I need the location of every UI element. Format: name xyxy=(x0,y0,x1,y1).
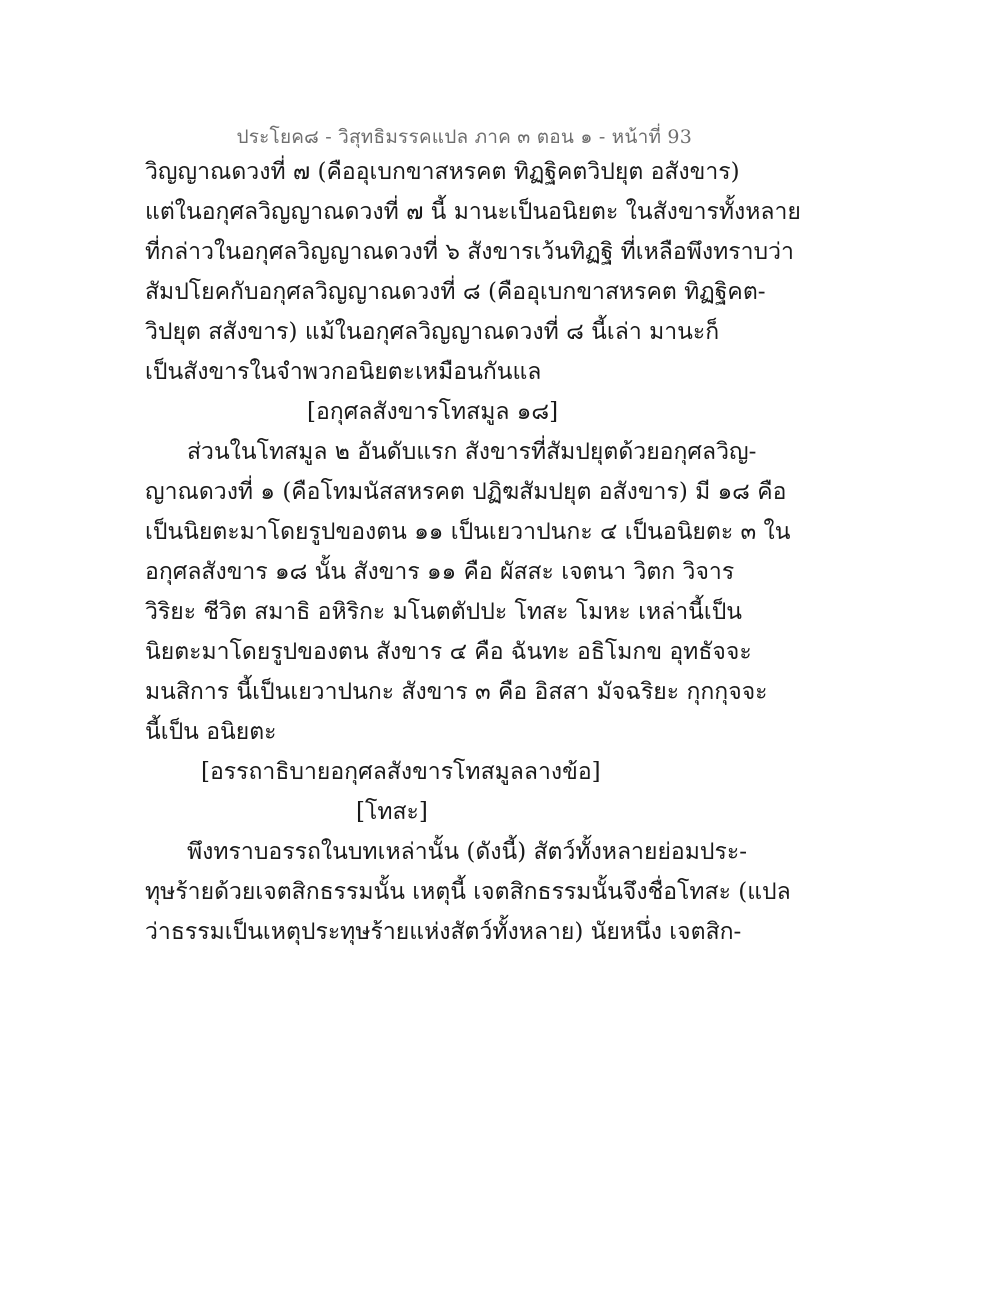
subsection-heading: [โทสะ] xyxy=(356,799,428,825)
section-heading: [อรรถาธิบายอกุศลสังขารโทสมูลลางข้อ] xyxy=(201,759,601,785)
section-heading: [อกุศลสังขารโทสมูล ๑๘] xyxy=(307,399,559,425)
paragraph-start: พึงทราบอรรถในบทเหล่านั้น (ดังนี้) สัตว์ทั้งหลายย่อมประ- xyxy=(187,839,747,865)
page-header: ประโยค๘ - วิสุทธิมรรคแปล ภาค ๓ ตอน ๑ - หน้าที่ 93 xyxy=(236,126,692,148)
text-line: วิริยะ ชีวิต สมาธิ อหิริกะ มโนตตัปปะ โทสะ โมหะ เหล่านี้เป็น xyxy=(145,599,743,625)
text-line: เป็นนิยตะมาโดยรูปของตน ๑๑ เป็นเยวาปนกะ ๔ เป็นอนิยตะ ๓ ใน xyxy=(145,519,791,545)
text-line: เป็นสังขารในจำพวกอนิยตะเหมือนกันแล xyxy=(145,359,542,385)
text-line: สัมปโยคกับอกุศลวิญญาณดวงที่ ๘ (คืออุเบกขาสหรคต ทิฏฐิคต- xyxy=(145,279,766,305)
text-line: ญาณดวงที่ ๑ (คือโทมนัสสหรคต ปฏิฆสัมปยุต อสังขาร) มี ๑๘ คือ xyxy=(145,479,787,505)
text-line: วิญญาณดวงที่ ๗ (คืออุเบกขาสหรคต ทิฏฐิคตวิปยุต อสังขาร) xyxy=(145,159,740,185)
text-line: วิปยุต สสังขาร) แม้ในอกุศลวิญญาณดวงที่ ๘ นี้เล่า มานะก็ xyxy=(145,319,720,345)
text-line: มนสิการ นี้เป็นเยวาปนกะ สังขาร ๓ คือ อิสสา มัจฉริยะ กุกกุจจะ xyxy=(145,679,768,705)
text-line: นี้เป็น อนิยตะ xyxy=(145,719,277,745)
text-line: ว่าธรรมเป็นเหตุประทุษร้ายแห่งสัตว์ทั้งหลาย) นัยหนึ่ง เจตสิก- xyxy=(145,919,742,945)
text-line: นิยตะมาโดยรูปของตน สังขาร ๔ คือ ฉันทะ อธิโมกข อุทธัจจะ xyxy=(145,639,752,665)
text-line: แต่ในอกุศลวิญญาณดวงที่ ๗ นี้ มานะเป็นอนิยตะ ในสังขารทั้งหลาย xyxy=(145,199,801,225)
text-line: ที่กล่าวในอกุศลวิญญาณดวงที่ ๖ สังขารเว้นทิฏฐิ ที่เหลือพึงทราบว่า xyxy=(145,239,794,265)
text-line: อกุศลสังขาร ๑๘ นั้น สังขาร ๑๑ คือ ผัสสะ เจตนา วิตก วิจาร xyxy=(145,559,735,585)
text-line: ทุษร้ายด้วยเจตสิกธรรมนั้น เหตุนี้ เจตสิกธรรมนั้นจึงชื่อโทสะ (แปล xyxy=(145,879,791,905)
paragraph-start: ส่วนในโทสมูล ๒ อันดับแรก สังขารที่สัมปยุตด้วยอกุศลวิญ- xyxy=(187,439,757,465)
